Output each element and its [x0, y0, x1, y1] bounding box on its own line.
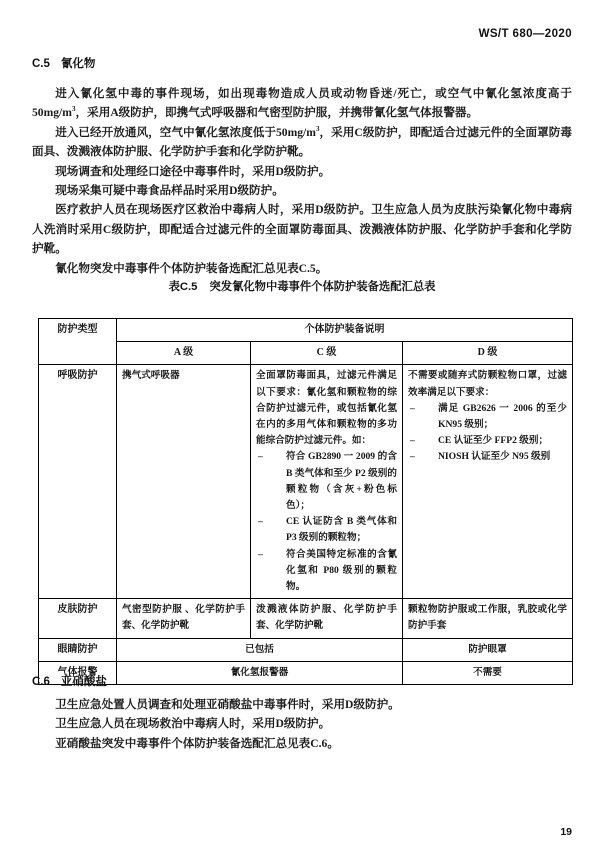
cell-eye-ac: 已包括: [117, 638, 403, 661]
paragraph: [32, 123, 572, 162]
dash-list-item: – 满足 GB2626 一 2006 的至少 KN95 级别；: [408, 401, 567, 433]
paragraph-text-cont: ，采用A级防护，即携气式呼吸器和气密型防护服，并携带氰化氢气体报警器。: [75, 106, 479, 120]
header-level-d: D 级: [403, 342, 573, 365]
table-caption: [0, 278, 604, 294]
cell-skin-a: 气密型防护服 、化学防护手套、化学防护靴: [117, 599, 251, 638]
dash-list-respiratory-c: [256, 449, 397, 595]
cell-respiratory-d: [403, 365, 573, 599]
cell-skin-c: 泼溅液体防护服、化学防护手套、化学防护靴: [251, 599, 403, 638]
table-header-row-2: [39, 342, 573, 365]
cell-respiratory-c: [251, 365, 403, 599]
table-caption-title: 突发氰化物中毒事件个体防护装备选配汇总表: [209, 281, 436, 293]
cell-eye-d: 防护眼罩: [403, 638, 573, 661]
section-title-c5: 氰化物: [60, 58, 96, 70]
table-row-skin: [39, 599, 573, 638]
row-label-skin: 皮肤防护: [39, 599, 117, 638]
table-row-respiratory: [39, 365, 573, 599]
superscript-exponent: 3: [315, 124, 320, 133]
section-number-c5: C.5: [32, 58, 50, 70]
paragraph: 氰化物突发中毒事件个体防护装备选配汇总见表C.5。: [55, 261, 328, 275]
paragraph-text: 进入氰化氢中毒的事件现场，如出现毒物造成人员或动物昏迷/死亡，或空气中氰化氢浓度高于50mg/m: [32, 87, 572, 120]
dash-list-item: – CE 认证防含 B 类气体和 P3 级别的颗粒物；: [256, 514, 397, 546]
paragraph: 医疗救护人员在现场医疗区救治中毒病人时，采用D级防护。卫生应急人员为皮肤污染氰化物中毒病人洗消时采用C级防护，即配适合过滤元件的全面罩防毒面具、泼溅液体防护服、化学防护手套和化学防护靴。: [32, 203, 572, 256]
dash-list-respiratory-d: [408, 401, 567, 466]
section-c5-body: [32, 84, 572, 278]
table-row-eye: [39, 638, 573, 661]
row-label-gas-alarm: 气体报警: [39, 661, 117, 684]
header-level-a: A 级: [117, 342, 251, 365]
cell-respiratory-a: [117, 365, 251, 599]
cell-intro-text: 不需要或随弃式防颗粒物口罩，过滤效率满足以下要求：: [408, 370, 568, 398]
superscript-exponent: 3: [71, 105, 76, 114]
dash-list-item: – 符合 GB2890 一 2009 的含 B 类气体和至少 P2 级别的颗粒物（含灰+粉色标色）；: [256, 449, 397, 514]
section-c6-body: [32, 695, 572, 753]
paragraph-text: 进入已经开放通风，空气中氰化氢浓度低于50mg/m: [55, 125, 316, 139]
header-protection-type: 防护类型: [39, 319, 117, 365]
row-label-eye: 眼睛防护: [39, 638, 117, 661]
page-number: 19: [560, 826, 572, 838]
paragraph: 现场调查和处理经口途径中毒事件时，采用D级防护。: [55, 164, 331, 178]
paragraph: 卫生应急处置人员调查和处理亚硝酸盐中毒事件时，采用D级防护。: [55, 698, 400, 711]
section-number-c6: C.6: [32, 676, 50, 688]
table-row-gas-alarm: [39, 661, 573, 684]
paragraph-text-cont: ，采用C级防护，即配适合过滤元件的全面罩防毒面具、泼溅液体防护服、化学防护手套和化学防护靴。: [32, 125, 572, 159]
dash-list-item: – NIOSH 认证至少 N95 级别: [408, 449, 567, 465]
section-heading-c5: [32, 55, 95, 71]
cell-skin-d: 颗粒物防护服或工作服，乳胶或化学防护手套: [403, 599, 573, 638]
table-header-row-1: [39, 319, 573, 342]
section-title-c6: 亚硝酸盐: [60, 676, 107, 688]
paragraph: [32, 84, 572, 123]
table-caption-number: 表C.5: [168, 281, 198, 293]
cell-gas-alarm-ac: 氰化氢报警器: [117, 661, 403, 684]
header-ppe-description: 个体防护装备说明: [117, 319, 573, 342]
cell-gas-alarm-d: 不需要: [403, 661, 573, 684]
page-header-standard-code: WS/T 680—2020: [478, 28, 572, 40]
dash-list-item: – CE 认证至少 FFP2 级别；: [408, 433, 567, 449]
paragraph: 亚硝酸盐突发中毒事件个体防护装备选配汇总见表C.6。: [55, 736, 339, 750]
ppe-selection-table: [38, 318, 573, 685]
paragraph: 卫生应急人员在现场救治中毒病人时，采用D级防护。: [55, 717, 331, 731]
row-label-respiratory: 呼吸防护: [39, 365, 117, 599]
ppe-table-container: [38, 318, 572, 685]
section-heading-c6: [32, 673, 107, 689]
header-level-c: C 级: [251, 342, 403, 365]
paragraph: 现场采集可疑中毒食品样品时采用D级防护。: [55, 184, 284, 198]
cell-text: 携气式呼吸器: [122, 370, 180, 382]
dash-list-item: – 符合美国特定标准的含氰化氢和 P80 级别的颗粒物。: [256, 547, 397, 596]
cell-intro-text: 全面罩防毒面具，过滤元件满足以下要求：氰化氢和颗粒物的综合防护过滤元件，或包括氰化氢在内的多用气体和颗粒物的多功能综合防护过滤元件。如：: [256, 370, 397, 447]
